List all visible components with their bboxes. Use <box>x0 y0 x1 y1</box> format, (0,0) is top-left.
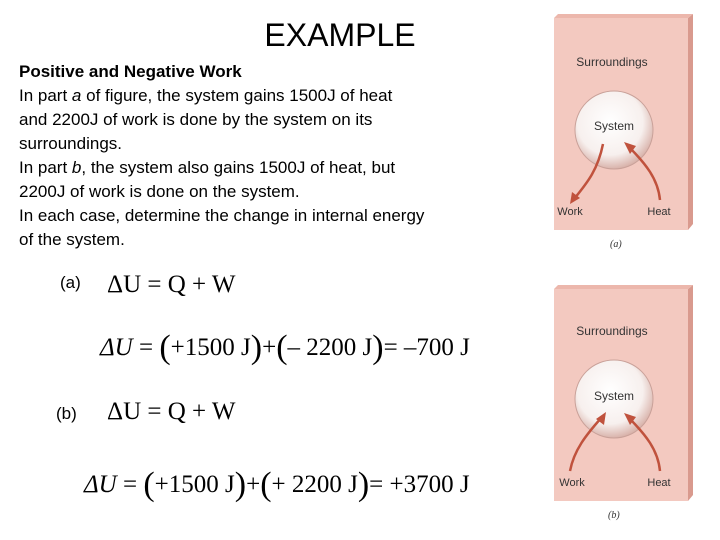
part-b-label: (b) <box>56 404 77 423</box>
figure-a-work-label: Work <box>557 206 583 218</box>
figure-b-work-label: Work <box>559 477 585 489</box>
problem-line-5: 2200J of work is done on the system. <box>19 182 300 201</box>
problem-heading: Positive and Negative Work <box>19 62 242 81</box>
figure-a <box>548 14 698 234</box>
figure-a-surroundings-label: Surroundings <box>576 55 648 69</box>
problem-line-1: In part a of figure, the system gains 1500J of heat <box>19 86 393 105</box>
part-a-label: (a) <box>60 273 81 292</box>
problem-line-7: of the system. <box>19 230 125 249</box>
problem-line-3: surroundings. <box>19 134 123 153</box>
slide-title: EXAMPLE <box>264 17 416 53</box>
equation-b-general: ΔU = Q + W <box>107 398 236 425</box>
problem-text <box>19 60 519 252</box>
figure-b-box-top <box>554 285 693 289</box>
figure-a-heat-label: Heat <box>647 206 671 218</box>
figure-a-system-label: System <box>593 119 635 133</box>
figure-b <box>548 285 698 505</box>
figure-b-heat-label: Heat <box>647 477 671 489</box>
figure-a-box-side <box>688 14 693 230</box>
equation-a-general: ΔU = Q + W <box>107 271 236 298</box>
problem-line-6: In each case, determine the change in internal energy <box>19 206 425 225</box>
problem-line-2: and 2200J of work is done by the system on its <box>19 110 373 129</box>
equation-a-solution: ΔU = (+1500 J)+(– 2200 J)= –700 J <box>100 329 470 366</box>
problem-line-4: In part b, the system also gains 1500J of heat, but <box>19 158 396 177</box>
figure-b-system-label: System <box>593 389 635 403</box>
figure-a-caption: (a) <box>610 239 622 250</box>
figure-b-caption: (b) <box>608 510 620 521</box>
figure-a-box-top <box>554 14 693 18</box>
figure-b-surroundings-label: Surroundings <box>576 324 648 338</box>
figure-b-box-side <box>688 285 693 501</box>
equation-b-solution: ΔU = (+1500 J)+(+ 2200 J)= +3700 J <box>84 466 470 503</box>
